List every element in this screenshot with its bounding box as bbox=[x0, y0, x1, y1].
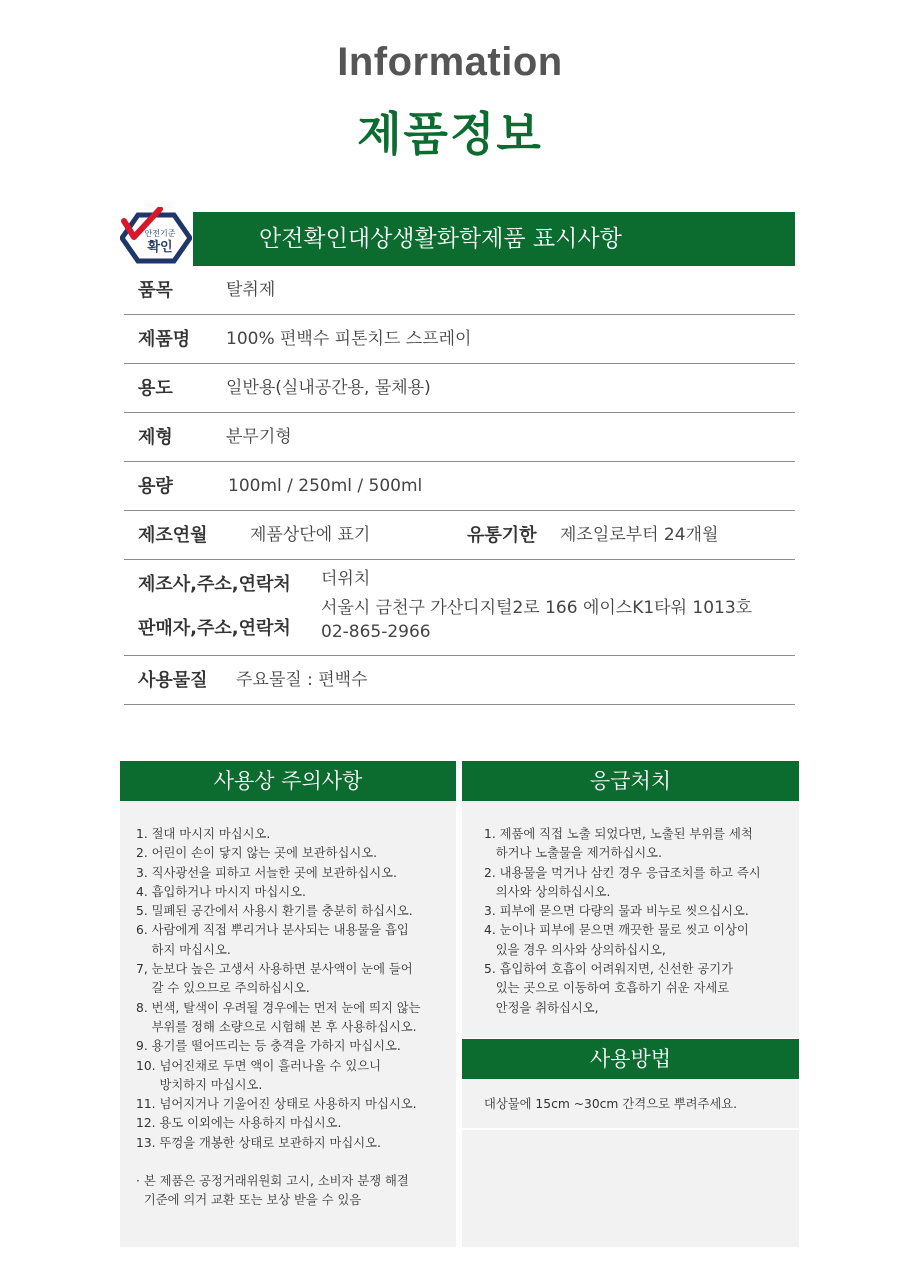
row-label: 제조연월 bbox=[138, 525, 208, 546]
first-aid-panel bbox=[462, 801, 799, 1038]
maker-address: 서울시 금천구 가산디지털2로 166 에이스K1타워 1013호 bbox=[321, 598, 753, 618]
safety-check-badge-icon bbox=[120, 207, 192, 269]
list-item: 7, 눈보다 높은 고생서 사용하면 분사액이 눈에 들어 bbox=[136, 962, 413, 977]
list-item: 3. 피부에 묻으면 다량의 물과 비누로 씻으십시오. bbox=[484, 904, 749, 919]
list-item: 6. 사람에게 직접 뿌리거나 분사되는 내용물을 흡입 bbox=[136, 923, 409, 938]
row-label: 제조사,주소,연락처 bbox=[138, 574, 291, 595]
precautions-note: · 본 제품은 공정거래위원회 고시, 소비자 분쟁 해결 bbox=[136, 1174, 409, 1189]
table-row bbox=[124, 413, 795, 462]
list-item: 1. 제품에 직접 노출 되었다면, 노출된 부위를 세척 bbox=[484, 827, 753, 841]
row-label: 제형 bbox=[138, 427, 173, 448]
list-item: 1. 절대 마시지 마십시오. bbox=[136, 827, 271, 841]
badge-line2: 확인 bbox=[147, 240, 173, 255]
row-value: 분무기형 bbox=[226, 427, 292, 447]
table-row-substance bbox=[124, 656, 795, 705]
product-label-table bbox=[124, 266, 795, 705]
row-label: 용량 bbox=[138, 476, 173, 497]
list-item: 9. 용기를 떨어뜨리는 등 충격을 가하지 마십시오. bbox=[136, 1039, 401, 1054]
first-aid-title: 응급처치 bbox=[462, 761, 799, 801]
precautions-note: 기준에 의거 교환 또는 보상 받을 수 있음 bbox=[136, 1193, 362, 1208]
row-label: 제품명 bbox=[138, 329, 191, 350]
section-title-ko: 제품정보 bbox=[357, 107, 543, 161]
table-row bbox=[124, 315, 795, 364]
table-row-dates bbox=[124, 511, 795, 560]
usage-title: 사용방법 bbox=[462, 1039, 799, 1079]
badge-line1: 안전기준 bbox=[144, 229, 176, 238]
usage-panel bbox=[462, 1079, 799, 1128]
list-item: 5. 밀폐된 공간에서 사용시 환기를 충분히 하십시오. bbox=[136, 904, 413, 919]
list-item: 8. 번색, 탈색이 우려될 경우에는 먼저 눈에 띄지 않는 bbox=[136, 1000, 421, 1015]
row-label: 용도 bbox=[138, 378, 173, 399]
list-item: 방치하지 마십시오. bbox=[136, 1077, 263, 1092]
row-value: 일반용(실내공간용, 물체용) bbox=[226, 378, 431, 398]
list-item: 2. 내용물을 먹거나 삼킨 경우 응급조치를 하고 즉시 bbox=[484, 865, 761, 880]
row-label: 사용물질 bbox=[138, 670, 208, 691]
list-item: 12. 용도 이외에는 사용하지 마십시오. bbox=[136, 1116, 342, 1131]
list-item: 있을 경우 의사와 상의하십시오, bbox=[484, 942, 666, 957]
list-item: 3. 직사광선을 피하고 서늘한 곳에 보관하십시오. bbox=[136, 865, 397, 880]
row-value: 제품상단에 표기 bbox=[250, 525, 371, 545]
row-label: 판매자,주소,연락처 bbox=[138, 618, 291, 639]
maker-phone: 02-865-2966 bbox=[321, 622, 431, 642]
precautions-title: 사용상 주의사항 bbox=[120, 761, 456, 801]
row-value: 100ml / 250ml / 500ml bbox=[228, 476, 423, 496]
list-item: 4. 흡입하거나 마시지 마십시오. bbox=[136, 884, 306, 899]
row-value: 탈취제 bbox=[226, 280, 276, 300]
list-item: 안정을 취하십시오, bbox=[484, 1000, 599, 1015]
row-value: 주요물질 : 편백수 bbox=[236, 670, 368, 690]
usage-blank-area bbox=[462, 1128, 799, 1247]
precautions-list bbox=[136, 825, 456, 1153]
table-row bbox=[124, 266, 795, 315]
usage-text: 대상물에 15cm ~30cm 간격으로 뿌려주세요. bbox=[484, 1097, 738, 1111]
list-item: 4. 눈이나 피부에 묻으면 깨끗한 물로 씻고 이상이 bbox=[484, 923, 749, 938]
row-value: 100% 편백수 피톤치드 스프레이 bbox=[226, 329, 472, 349]
list-item: 10. 넘어진채로 두면 액이 흘러나올 수 있으니 bbox=[136, 1058, 381, 1073]
table-row-maker bbox=[124, 560, 795, 656]
list-item: 2. 어린이 손이 닿지 않는 곳에 보관하십시오. bbox=[136, 846, 378, 861]
list-item: 13. 뚜껑을 개봉한 상태로 보관하지 마십시오. bbox=[136, 1135, 381, 1150]
row-label: 품목 bbox=[138, 280, 173, 301]
section-title-en: Information bbox=[337, 40, 563, 84]
label-table-title: 안전확인대상생활화학제품 표시사항 bbox=[193, 212, 795, 266]
maker-name: 더위치 bbox=[321, 569, 371, 589]
table-row bbox=[124, 364, 795, 413]
list-item: 하거나 노출물을 제거하십시오. bbox=[484, 846, 662, 861]
row-label: 유통기한 bbox=[467, 525, 537, 546]
list-item: 11. 넘어지거나 기울어진 상태로 사용하지 마십시오. bbox=[136, 1097, 417, 1112]
table-row bbox=[124, 462, 795, 511]
list-item: 갈 수 있으므로 주의하십시오. bbox=[136, 981, 310, 996]
list-item: 의사와 상의하십시오. bbox=[484, 884, 611, 899]
row-value: 제조일로부터 24개월 bbox=[560, 525, 719, 545]
list-item: 부위를 정해 소량으로 시험해 본 후 사용하십시오. bbox=[136, 1019, 417, 1034]
first-aid-list bbox=[484, 825, 799, 1018]
list-item: 있는 곳으로 이동하여 호흡하기 쉬운 자세로 bbox=[484, 981, 730, 996]
precautions-panel bbox=[120, 801, 456, 1247]
list-item: 하지 마십시오. bbox=[136, 942, 231, 957]
list-item: 5. 흡입하여 호흡이 어려워지면, 신선한 공기가 bbox=[484, 962, 734, 977]
